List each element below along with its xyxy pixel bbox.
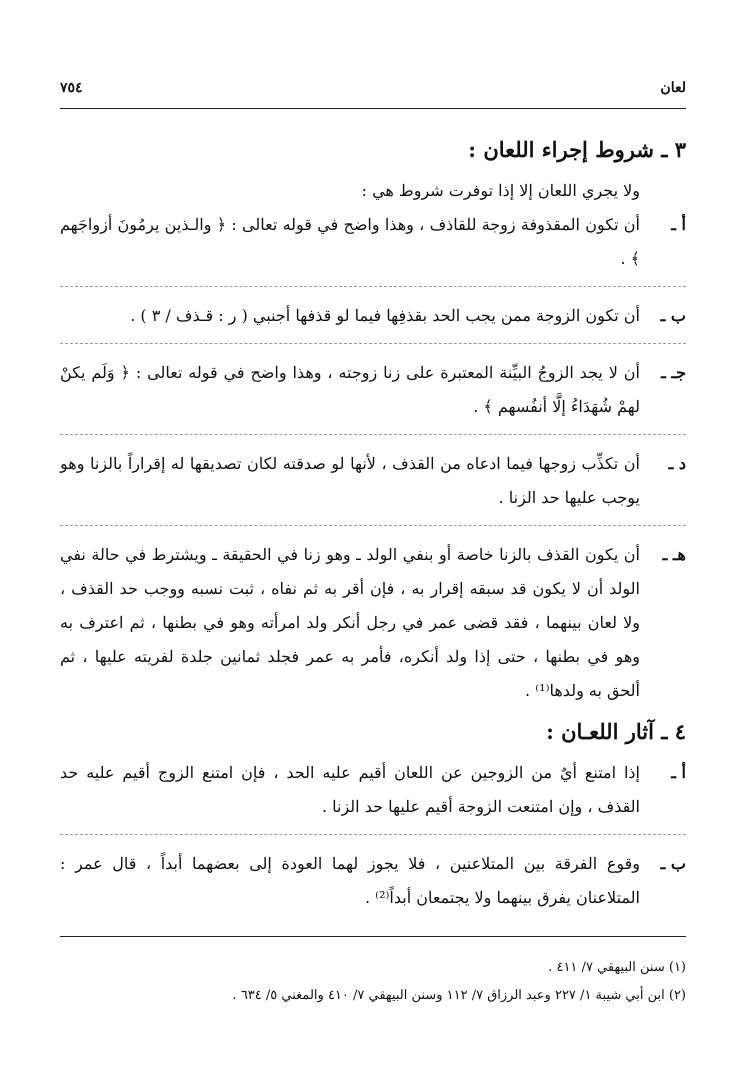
item-divider bbox=[60, 525, 686, 526]
item-label: أ ـ bbox=[671, 215, 686, 234]
section-intro: ولا يجري اللعان إلا إذا توفرت شروط هي : bbox=[361, 181, 640, 200]
item-divider bbox=[60, 834, 686, 835]
item-divider bbox=[60, 434, 686, 435]
header-title: لعان bbox=[660, 80, 686, 96]
item-text: إذا امتنع أيٌ من الزوجين عن اللعان أقيم عليه الحد ، فإن امتنع الزوج أقيم عليه حد القذف ، وإن امتنعت الزوجة أقيم عليها حد الزنا . bbox=[60, 763, 640, 816]
item-divider bbox=[60, 343, 686, 344]
condition-item bbox=[60, 447, 686, 515]
item-text: وقوع الفرقة بين المتلاعنين ، فلا يجوز لهما العودة إلى بعضهما أبداً ، قال عمر : المتلاعنان يفرق بينهما ولا يجتمعان أبداً⁽²⁾ . bbox=[60, 854, 640, 907]
item-text: أن تكون المقذوفة زوجة للقاذف ، وهذا واضح في قوله تعالى : ﴿ والـذين يرمُونَ أزواجَهم ﴾ . bbox=[60, 215, 640, 268]
item-label: ب ـ bbox=[660, 306, 686, 325]
item-divider bbox=[60, 286, 686, 287]
effect-item bbox=[60, 847, 686, 915]
footnote-1: (١) سنن البيهقي ٧/ ٤١١ . bbox=[548, 960, 686, 975]
item-text: أن يكون القذف بالزنا خاصة أو بنفي الولد ـ وهو زنا في الحقيقة ـ ويشترط في حالة نفي الولد أن لا يكون قد سبقه إقرار به ، فإن أقر به ثم نفاه ، ثبت نسبه ووجب حد القذف ، ولا لعان بينهما ، فقد قضى عمر في رجل أنكر ولد امرأته وهو في بطنها ، ثم اعترف به وهو في بطنها ، حتى إذا ولد أنكره، فأمر به عمر فجلد ثمانين جلدة لفريته عليها ، ثم ألحق به ولدها⁽¹⁾ . bbox=[60, 545, 640, 700]
item-label: هـ ـ bbox=[662, 545, 686, 564]
condition-item bbox=[60, 208, 686, 276]
header-rule bbox=[60, 108, 686, 109]
section-heading-effects: ٤ ـ آثار اللعـان : bbox=[546, 719, 686, 744]
running-header bbox=[60, 80, 686, 106]
item-label: د ـ bbox=[668, 454, 686, 473]
condition-item bbox=[60, 299, 686, 333]
item-text: أن لا يجد الزوجُ البيِّنة المعتبرة على زنا زوجته ، وهذا واضح في قوله تعالى : ﴿ وَلَم يكنْ لهمْ شُهَدَاءُ إلَّا أنفُسهم ﴾ . bbox=[60, 363, 640, 416]
footnote-rule bbox=[60, 936, 686, 937]
item-label: أ ـ bbox=[671, 763, 686, 782]
item-label: ب ـ bbox=[660, 854, 686, 873]
section-heading-conditions: ٣ ـ شروط إجراء اللعان : bbox=[468, 137, 686, 162]
item-label: جـ ـ bbox=[661, 363, 686, 382]
item-text: أن تكذِّب زوجها فيما ادعاه من القذف ، لأنها لو صدقته لكان تصديقها له إقراراً بالزنا وهو يوجب عليها حد الزنا . bbox=[60, 454, 640, 507]
condition-item bbox=[60, 356, 686, 424]
footnotes bbox=[60, 954, 686, 1010]
page-body bbox=[60, 132, 686, 915]
page-number: ٧٥٤ bbox=[60, 80, 83, 96]
footnote-2: (٢) ابن أبي شيبة ١/ ٢٢٧ وعبد الرزاق ٧/ ١١٢ وسنن البيهقي ٧/ ٤١٠ والمغني ٥/ ٦٣٤ . bbox=[232, 988, 686, 1003]
effect-item bbox=[60, 756, 686, 824]
item-text: أن تكون الزوجة ممن يجب الحد بقذفِها فيما لو قذفها أجنبي ( ر : قـذف / ٣ ) . bbox=[130, 306, 640, 325]
condition-item bbox=[60, 538, 686, 708]
